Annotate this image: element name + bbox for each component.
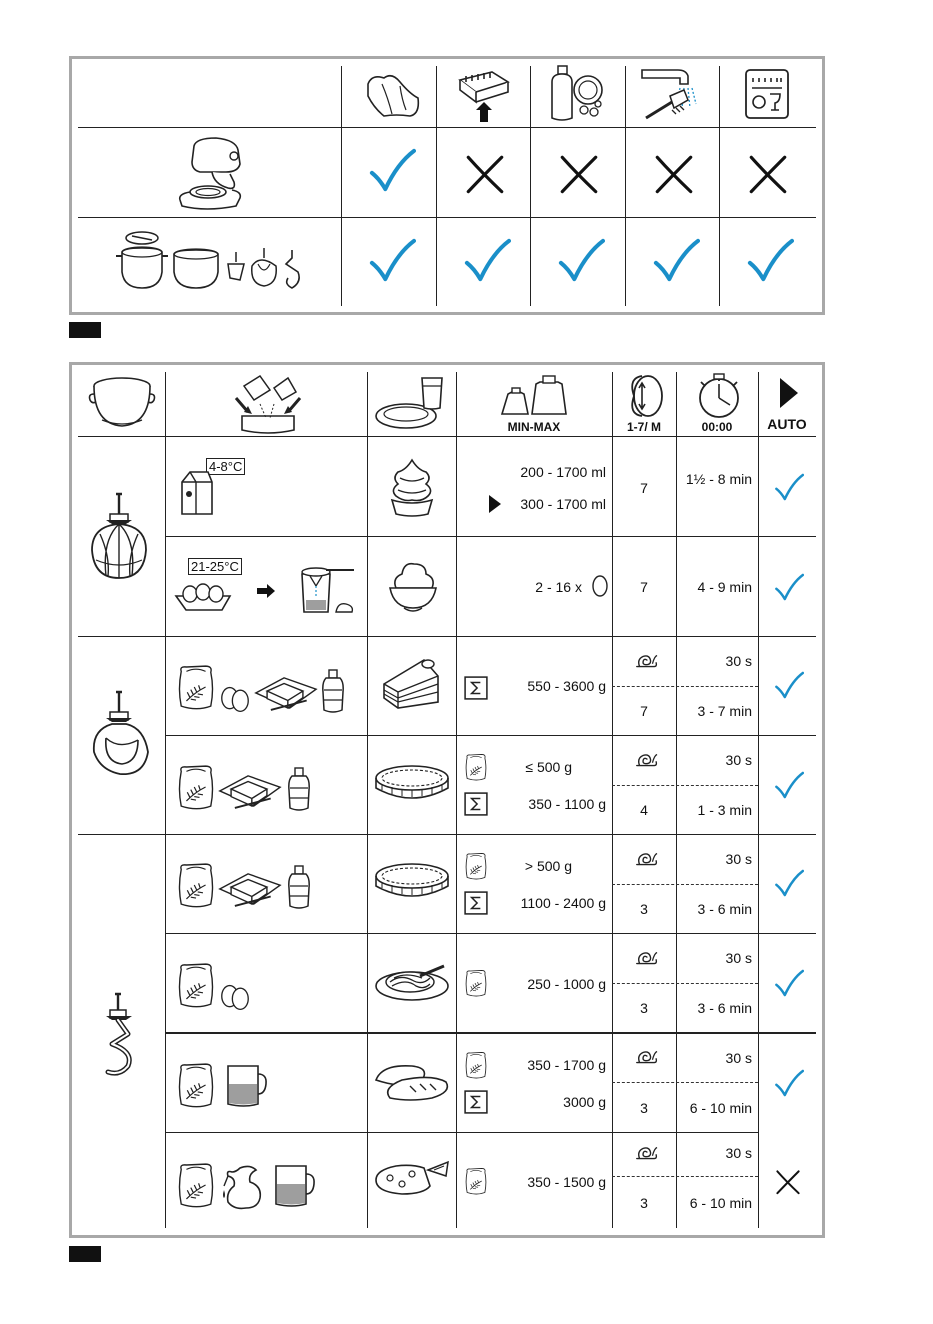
temp-label: 4-8°C	[206, 458, 245, 475]
pasta-plate-icon	[372, 958, 452, 1004]
flour-small-icon	[464, 968, 488, 998]
auto-check-mark	[774, 670, 804, 700]
butter-icon	[216, 766, 282, 814]
water-jug-icon	[224, 1058, 268, 1112]
butter-icon	[216, 864, 282, 912]
tap-brush-icon	[640, 66, 706, 122]
auto-check-mark	[774, 1068, 804, 1098]
check-mark	[463, 238, 511, 282]
plate-glass-icon	[374, 374, 448, 434]
sugar-icon	[286, 766, 312, 812]
sugar-icon	[320, 668, 346, 714]
add-ingredients-icon	[230, 372, 306, 434]
cross-mark	[652, 152, 696, 196]
flour-small-icon	[464, 851, 488, 881]
quantity-value: 350 - 1700 g	[527, 1057, 606, 1073]
accessories-icon	[112, 226, 312, 294]
flour-small-icon	[464, 752, 488, 782]
time-value: 3 - 6 min	[697, 1000, 752, 1016]
flour-icon	[176, 958, 216, 1012]
speed-dial-icon	[620, 374, 668, 420]
check-mark	[368, 238, 416, 282]
time-value: 3 - 6 min	[697, 901, 752, 917]
auto-header: AUTO	[767, 416, 807, 432]
auto-check-mark	[774, 968, 804, 998]
sugar-icon	[286, 864, 312, 910]
pulse-duration: 30 s	[725, 653, 752, 669]
cloth-icon	[362, 70, 422, 122]
pulse-icon	[634, 652, 658, 670]
pulse-duration: 30 s	[725, 950, 752, 966]
speed-value: 3	[640, 1100, 648, 1116]
time-value: 6 - 10 min	[689, 1100, 752, 1116]
auto-cross-mark	[774, 1168, 802, 1196]
pulse-icon	[634, 1144, 658, 1162]
quantity-value: 3000 g	[563, 1094, 606, 1110]
speed-value: 7	[640, 579, 648, 595]
auto-check-mark	[774, 472, 804, 502]
tart-base-icon	[372, 858, 452, 908]
quantity-value: 300 - 1700 ml	[520, 496, 606, 512]
bowl-icon	[86, 374, 158, 432]
time-value: 4 - 9 min	[697, 579, 752, 595]
whisk-tool-icon	[86, 490, 152, 586]
quantity-value: > 500 g	[524, 858, 572, 874]
egg-icon	[592, 574, 608, 598]
cake-slice-icon	[380, 654, 444, 712]
pizza-icon	[372, 1160, 452, 1200]
oil-pitcher-icon	[222, 1162, 268, 1212]
dough-hook-icon	[98, 990, 144, 1080]
quantity-value: ≤ 500 g	[525, 759, 572, 775]
pulse-duration: 30 s	[725, 1145, 752, 1161]
weight-header: MIN-MAX	[507, 420, 561, 434]
egg-whites-icon	[386, 558, 440, 614]
speed-value: 3	[640, 901, 648, 917]
water-jug-icon	[272, 1158, 316, 1212]
sigma-icon	[464, 1090, 488, 1114]
arrow-right-icon	[256, 584, 276, 598]
pulse-icon	[634, 850, 658, 868]
weights-icon	[498, 372, 570, 416]
flour-icon	[176, 760, 216, 814]
play-icon	[778, 376, 800, 410]
cross-mark	[746, 152, 790, 196]
check-mark	[368, 148, 416, 192]
base-unit-icon	[176, 134, 246, 212]
speed-value: 4	[640, 802, 648, 818]
time-value: 1 - 3 min	[697, 802, 752, 818]
time-header: 00:00	[701, 420, 733, 434]
tart-base-icon	[372, 760, 452, 810]
sponge-icon	[456, 66, 512, 124]
check-mark	[652, 238, 700, 282]
flour-icon	[176, 660, 216, 714]
quantity-value: 2 - 16 x	[535, 579, 582, 595]
beater-tool-icon	[86, 688, 152, 780]
quantity-value: 350 - 1500 g	[527, 1174, 606, 1190]
whipped-cream-icon	[386, 456, 438, 518]
dishwasher-icon	[744, 68, 790, 120]
speed-value: 7	[640, 480, 648, 496]
time-value: 6 - 10 min	[689, 1195, 752, 1211]
figure-label-block	[69, 1246, 101, 1262]
flour-small-icon	[464, 1050, 488, 1080]
temp-label: 21-25°C	[188, 558, 242, 575]
pulse-duration: 30 s	[725, 851, 752, 867]
check-mark	[557, 238, 605, 282]
quantity-value: 350 - 1100 g	[528, 796, 606, 812]
flour-small-icon	[464, 1166, 488, 1196]
speed-header: 1-7/ M	[626, 420, 661, 434]
sigma-icon	[464, 676, 488, 700]
speed-value: 3	[640, 1000, 648, 1016]
quantity-value: 550 - 3600 g	[527, 678, 606, 694]
figure-label-block	[69, 322, 101, 338]
quantity-value: 200 - 1700 ml	[520, 464, 606, 480]
quantity-value: 250 - 1000 g	[527, 976, 606, 992]
pulse-duration: 30 s	[725, 752, 752, 768]
butter-icon	[252, 668, 318, 716]
auto-check-mark	[774, 868, 804, 898]
sigma-icon	[464, 792, 488, 816]
time-value: 1½ - 8 min	[685, 471, 752, 487]
milk-carton-icon	[178, 468, 216, 516]
eggs-icon	[220, 684, 250, 714]
pulse-icon	[634, 751, 658, 769]
sigma-icon	[464, 891, 488, 915]
egg-tray-icon	[174, 580, 232, 614]
pulse-duration: 30 s	[725, 1050, 752, 1066]
auto-check-mark	[774, 770, 804, 800]
flour-icon	[176, 1158, 216, 1212]
eggs-icon	[220, 982, 250, 1012]
detergent-icon	[548, 64, 608, 124]
pulse-icon	[634, 949, 658, 967]
bread-icon	[372, 1060, 452, 1102]
egg-separator-icon	[296, 562, 358, 616]
flour-icon	[176, 1058, 216, 1112]
quantity-value: 1100 - 2400 g	[520, 895, 606, 911]
flour-icon	[176, 858, 216, 912]
auto-check-mark	[774, 572, 804, 602]
timer-icon	[694, 372, 744, 420]
speed-value: 7	[640, 703, 648, 719]
pulse-icon	[634, 1048, 658, 1066]
cross-mark	[463, 152, 507, 196]
cross-mark	[557, 152, 601, 196]
time-value: 3 - 7 min	[697, 703, 752, 719]
speed-value: 3	[640, 1195, 648, 1211]
check-mark	[746, 238, 794, 282]
